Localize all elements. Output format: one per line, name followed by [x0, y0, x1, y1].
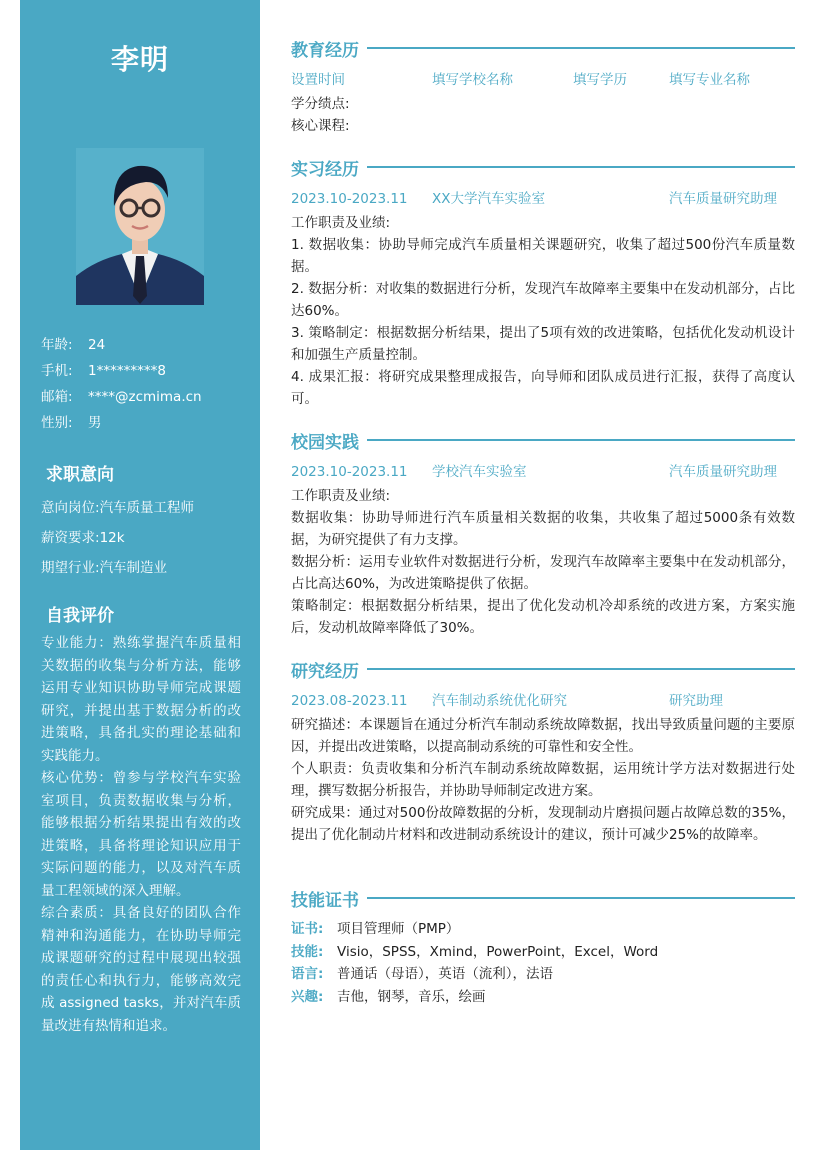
info-phone: 手机: 1*********8	[41, 363, 166, 379]
education-meta: 设置时间 填写学校名称 填写学历 填写专业名称	[291, 72, 750, 88]
research-meta: 2023.08-2023.11 汽车制动系统优化研究 研究助理	[291, 693, 723, 709]
self-evaluation	[41, 632, 241, 1037]
candidate-name: 李明	[110, 43, 169, 76]
skill-languages: 语言: 普通话（母语），英语（流利），法语	[291, 966, 553, 982]
portrait-icon	[76, 148, 204, 305]
intent-industry: 期望行业:汽车制造业	[41, 560, 168, 576]
info-age: 年龄: 24	[41, 337, 106, 353]
self-eval-heading: 自我评价	[46, 606, 114, 626]
campus-details: 工作职责及业绩: 数据收集：协助导师进行汽车质量相关数据的收集，共收集了超过5000条有效数据，为研究提供了有力支撑。 数据分析：运用专业软件对数据进行分析，发现汽车故障率主要集中在发动机部分，占比高达60%，为改进策略提供了依据。 策略制定：根据数据分析结果，提出了优化发动机冷却系统的改进方案，方案实施后，发动机故障率降低了30%。	[291, 488, 795, 636]
profile-photo	[76, 148, 204, 305]
intent-salary: 薪资要求:12k	[41, 530, 125, 546]
internship-heading: 实习经历	[291, 155, 795, 179]
job-intent	[41, 497, 194, 587]
sidebar	[20, 0, 260, 1150]
education-details: 学分绩点: 核心课程:	[291, 96, 350, 134]
campus-heading: 校园实践	[291, 428, 795, 452]
divider	[367, 47, 795, 49]
eval-paragraph: 专业能力：熟练掌握汽车质量相关数据的收集与分析方法，能够运用专业知识协助导师完成课题研究，并提出基于数据分析的改进策略，具备扎实的理论基础和实践能力。	[41, 635, 241, 764]
research-heading: 研究经历	[291, 657, 795, 681]
divider	[367, 668, 795, 670]
skill-hobbies: 兴趣: 吉他，钢琴，音乐，绘画	[291, 988, 486, 1005]
divider	[367, 439, 795, 441]
internship-details: 工作职责及业绩: 1. 数据收集：协助导师完成汽车质量相关课题研究，收集了超过500份汽车质量数据。 2. 数据分析：对收集的数据进行分析，发现汽车故障率主要集中在发动机部分，占比达60%。 3. 策略制定：根据数据分析结果，提出了5项有效的改进策略，包括优化发动机设计和加强生产质量控制。 4. 成果汇报：将研究成果整理成报告，向导师和团队成员进行汇报，获得了高度认可。	[291, 215, 795, 407]
skill-certificate: 证书: 项目管理师（PMP）	[291, 921, 460, 937]
eval-paragraph: 核心优势：曾参与学校汽车实验室项目，负责数据收集与分析，能够根据分析结果提出有效的改进策略，具备将理论知识应用于实际问题的能力，以及对汽车质量工程领域的深入理解。	[41, 770, 241, 899]
research-details: 研究描述：本课题旨在通过分析汽车制动系统故障数据，找出导致质量问题的主要原因，并提出改进策略，以提高制动系统的可靠性和安全性。 个人职责：负责收集和分析汽车制动系统故障数据，运用统计学方法对数据进行处理，撰写数据分析报告，并协助导师制定改进方案。 研究成果：通过对500份故障数据的分析，发现制动片磨损问题占故障总数的35%，提出了优化制动片材料和改进制动系统设计的建议，预计可减少25%的故障率。	[291, 717, 795, 843]
skills-heading: 技能证书	[291, 886, 795, 910]
skills-list	[291, 918, 795, 1008]
divider	[367, 897, 795, 899]
info-gender: 性别: 男	[41, 415, 102, 431]
divider	[367, 166, 795, 168]
eval-paragraph: 综合素质：具备良好的团队合作精神和沟通能力，在协助导师完成课题研究的过程中展现出较强的责任心和执行力，能够高效完成 assigned tasks，并对汽车质量改进有热情和追求。	[41, 905, 241, 1034]
intent-position: 意向岗位:汽车质量工程师	[41, 500, 195, 516]
internship-meta: 2023.10-2023.11 XX大学汽车实验室 汽车质量研究助理	[291, 191, 777, 207]
education-heading: 教育经历	[291, 36, 795, 60]
personal-info	[41, 334, 202, 438]
campus-meta: 2023.10-2023.11 学校汽车实验室 汽车质量研究助理	[291, 464, 777, 480]
intent-heading: 求职意向	[46, 465, 114, 485]
info-email: 邮箱: ****@zcmima.cn	[41, 389, 202, 405]
skill-tools: 技能: Visio，SPSS，Xmind，PowerPoint，Excel，Word	[291, 943, 659, 960]
